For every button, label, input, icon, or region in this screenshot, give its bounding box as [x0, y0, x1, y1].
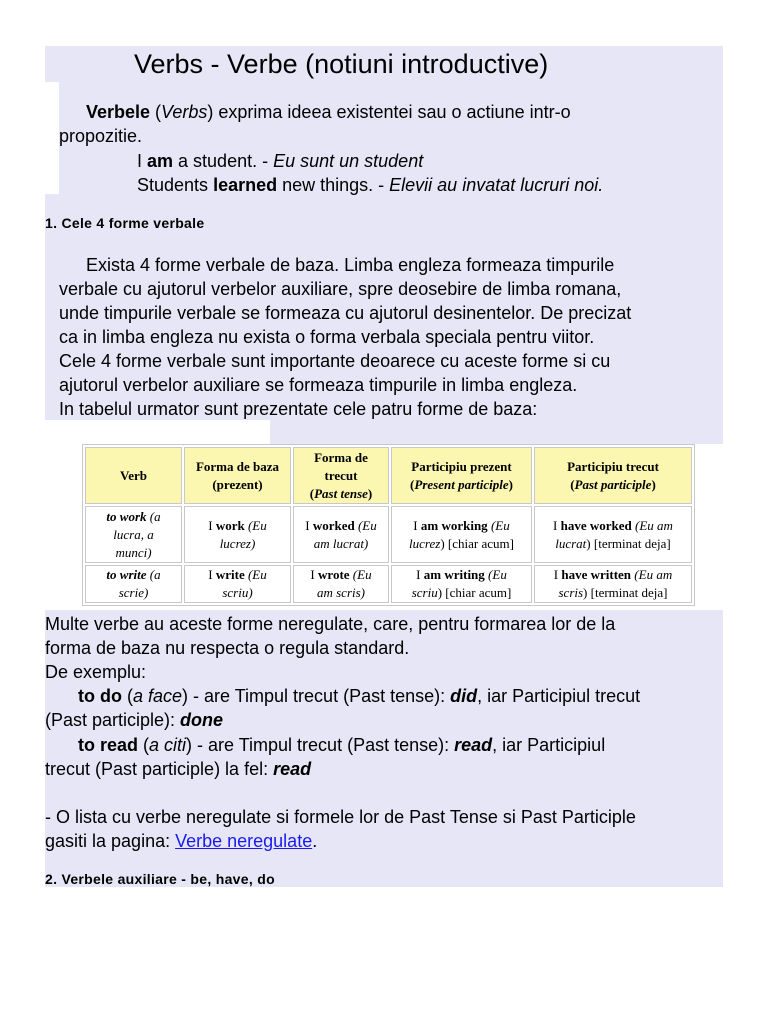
irregular-verbs-link[interactable]: Verbe neregulate: [175, 831, 313, 851]
header-pastpart-l2-ital: Past participle: [574, 476, 652, 492]
example-to-do: [78, 684, 640, 708]
row0-pres-pre: I: [413, 517, 421, 533]
row0-past: worked: [312, 517, 355, 533]
header-base-l1: Forma de baza: [195, 458, 280, 474]
row1-pres-r1: (Eu: [484, 567, 507, 582]
cell-past: [293, 506, 389, 563]
row1-past-r2: am scris): [316, 585, 366, 600]
row0-base-r1: (Eu: [244, 517, 267, 533]
ex1-mid: a student. -: [173, 151, 274, 171]
ex2-pre: Students: [137, 175, 214, 195]
row0-pres-r2: lucrez: [409, 535, 441, 551]
verb-forms-table: [82, 444, 695, 606]
cell-past-participle: [534, 565, 692, 603]
row1-past: wrote: [318, 567, 350, 582]
header-past-l3-ital: Past tense: [314, 485, 368, 501]
irregular-list-line-1: - O lista cu verbe neregulate si formele lor de Past Tense si Past Participle: [45, 807, 636, 827]
section-1-line-4: ca in limba engleza nu exista o forma verbala speciala pentru viitor.: [59, 327, 595, 347]
intro-line-2: propozitie.: [59, 126, 143, 146]
irregular-line-1: Multe verbe au aceste forme neregulate, care, pentru formarea lor de la: [45, 614, 616, 634]
cell-verb: [85, 565, 182, 603]
row1-pp-r2: scris: [558, 585, 584, 600]
to-do-verb: to do: [78, 686, 122, 706]
page-title: Verbs - Verbe (notiuni introductive): [134, 49, 549, 79]
header-past-l2: trecut: [324, 467, 358, 483]
to-do-paren: (: [121, 686, 133, 706]
header-past: [293, 447, 389, 504]
to-do-tail: , iar Participiul trecut: [477, 686, 641, 706]
cell-present-participle: [391, 506, 532, 563]
section-1-line-1: Exista 4 forme verbale de baza. Limba engleza formeaza timpurile: [86, 255, 615, 275]
cell-past-participle: [534, 506, 692, 563]
ex1-verb: am: [147, 151, 174, 171]
row0-base-r2: lucrez): [219, 535, 256, 551]
to-read-paren: (: [138, 735, 150, 755]
row1-pp-tail: ) [terminat deja]: [583, 585, 668, 600]
table-header-row: [85, 447, 692, 504]
row1-verb: to write: [106, 567, 147, 582]
row0-pres-tail: ) [chiar acum]: [440, 535, 514, 551]
example-2: [137, 173, 603, 197]
header-prespart-l2-ital: Present participle: [414, 476, 509, 492]
irregular-line-2: forma de baza nu respecta o regula standard.: [45, 638, 410, 658]
row0-verb-r3: munci): [115, 544, 152, 560]
section-1-line-7: In tabelul urmator sunt prezentate cele patru forme de baza:: [59, 399, 538, 419]
row0-past-r2: am lucrat): [313, 535, 369, 551]
to-do-translation: a face: [132, 686, 183, 706]
row1-pres-r2: scriu: [411, 585, 438, 600]
ex1-translation: Eu sunt un student: [273, 151, 424, 171]
row1-pres-pre: I: [416, 567, 424, 582]
section-1-line-5: Cele 4 forme verbale sunt importante deoarece cu aceste forme si cu: [59, 351, 611, 371]
row1-past-pre: I: [310, 567, 319, 582]
cell-past: [293, 565, 389, 603]
panel-gap-white: [45, 420, 270, 444]
row0-pp-r2: lucrat: [555, 535, 587, 551]
example-to-read-line-2: [45, 757, 311, 781]
row1-base-r1: (Eu: [244, 567, 267, 582]
section-2-heading: 2. Verbele auxiliare - be, have, do: [45, 871, 275, 887]
cell-base: [184, 506, 291, 563]
row1-base: write: [215, 567, 245, 582]
table-row: [85, 565, 692, 603]
row1-pp-pre: I: [553, 567, 562, 582]
intro-paren: (: [150, 102, 162, 122]
cell-base: [184, 565, 291, 603]
row0-past-pre: I: [305, 517, 313, 533]
section-1-line-2: verbale cu ajutorul verbelor auxiliare, spre deosebire de limba romana,: [59, 279, 622, 299]
section-1-line-3: unde timpurile verbale se formeaza cu ajutorul desinentelor. De precizat: [59, 303, 632, 323]
example-1: [137, 149, 423, 173]
to-read-participle: read: [273, 759, 312, 779]
to-read-verb: to read: [78, 735, 139, 755]
row1-verb-r2: scrie): [118, 585, 149, 600]
example-to-read: [78, 733, 605, 757]
row0-pres: am working: [420, 517, 488, 533]
to-do-participle: done: [180, 710, 224, 730]
irregular-line-3: De exemplu:: [45, 662, 147, 682]
header-prespart-l1: Participiu prezent: [411, 458, 512, 474]
header-pastpart-l2-close: ): [651, 476, 656, 492]
row0-pp-tail: ) [terminat deja]: [586, 535, 671, 551]
row1-pres-tail: ) [chiar acum]: [437, 585, 512, 600]
row0-verb: to work: [106, 508, 147, 524]
to-do-past: did: [450, 686, 478, 706]
panel-top-notch: [45, 82, 59, 194]
header-past-participle: [534, 447, 692, 504]
row0-base-pre: I: [208, 517, 216, 533]
row1-pp-r1: (Eu am: [631, 567, 673, 582]
row0-past-r1: (Eu: [354, 517, 377, 533]
row1-verb-r1: (a: [146, 567, 161, 582]
header-pastpart-l1: Participiu trecut: [567, 458, 659, 474]
section-1-heading: 1. Cele 4 forme verbale: [45, 215, 205, 231]
section-1-line-6: ajutorul verbelor auxiliare se formeaza timpurile in limba engleza.: [59, 375, 578, 395]
row0-verb-r2: lucra, a: [113, 526, 154, 542]
ex2-verb: learned: [213, 175, 278, 195]
header-prespart-l2-close: ): [508, 476, 513, 492]
to-read-rest: ) - are Timpul trecut (Past tense):: [186, 735, 455, 755]
header-past-l3-open: (: [309, 485, 315, 501]
intro-rest: ) exprima ideea existentei sau o actiune intr-o: [207, 102, 571, 122]
ex2-translation: Elevii au invatat lucruri noi.: [389, 175, 604, 195]
to-read-translation: a citi: [149, 735, 187, 755]
row1-past-r1: (Eu: [349, 567, 372, 582]
to-do-line2: (Past participle):: [45, 710, 181, 730]
row1-base-pre: I: [208, 567, 216, 582]
row0-pp: have worked: [560, 517, 632, 533]
header-past-l3-close: ): [367, 485, 373, 501]
to-read-tail: , iar Participiul: [492, 735, 606, 755]
irregular-list-end: .: [312, 831, 318, 851]
row1-base-r2: scriu): [222, 585, 253, 600]
row0-verb-r1: (a: [146, 508, 161, 524]
header-base: [184, 447, 291, 504]
row1-pres: am writing: [423, 567, 485, 582]
row0-base: work: [215, 517, 245, 533]
table-row: [85, 506, 692, 563]
ex2-mid: new things. -: [277, 175, 390, 195]
irregular-list-line-2: [45, 829, 317, 853]
to-read-line2: trecut (Past participle) la fel:: [45, 759, 274, 779]
example-to-do-line-2: [45, 708, 223, 732]
to-read-past: read: [454, 735, 493, 755]
intro-term-english: Verbs: [161, 102, 208, 122]
intro-term: Verbele: [86, 102, 151, 122]
intro-line-1: [86, 100, 571, 124]
irregular-list-prefix: gasiti la pagina:: [45, 831, 176, 851]
row0-pp-r1: (Eu am: [631, 517, 673, 533]
header-verb: [85, 447, 182, 504]
header-verb-label: Verb: [120, 467, 147, 483]
row1-pp: have written: [561, 567, 632, 582]
header-prespart-l2-open: (: [410, 476, 415, 492]
header-past-l1: Forma de: [314, 449, 368, 465]
row0-pres-r1: (Eu: [487, 517, 510, 533]
header-pastpart-l2-open: (: [570, 476, 575, 492]
to-do-rest: ) - are Timpul trecut (Past tense):: [182, 686, 451, 706]
row0-pp-pre: I: [553, 517, 561, 533]
header-present-participle: [391, 447, 532, 504]
cell-present-participle: [391, 565, 532, 603]
ex1-pre: I: [137, 151, 148, 171]
cell-verb: [85, 506, 182, 563]
header-base-l2: (prezent): [212, 476, 263, 492]
